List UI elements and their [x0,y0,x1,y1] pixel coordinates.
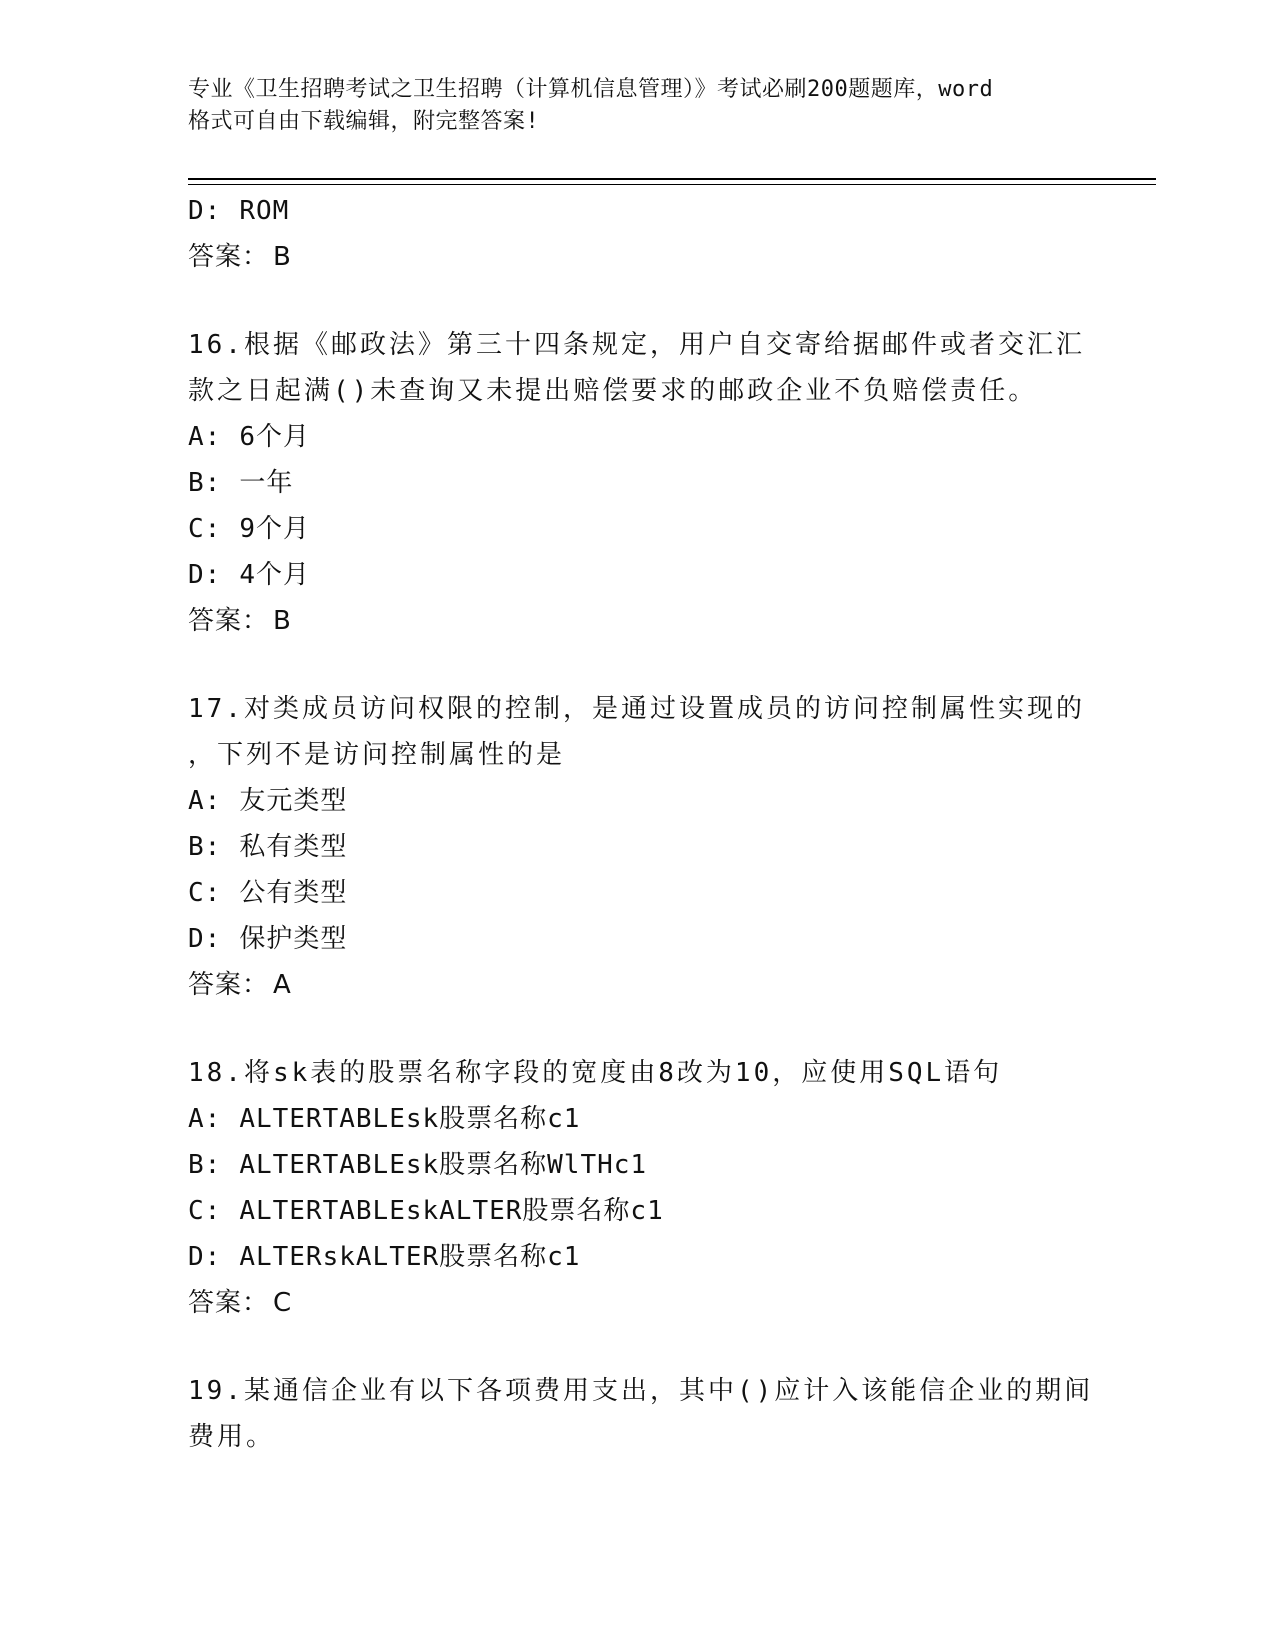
option-text: 公有类型 [239,878,348,908]
question-16-text-line-1: 16.根据《邮政法》第三十四条规定，用户自交寄给据邮件或者交汇汇 [188,330,1085,360]
answer-q15 [188,234,1088,280]
option-key: B: [188,468,222,498]
question-19-text-line-2: 费用。 [188,1422,276,1452]
question-16-option-d [188,552,1088,598]
document-body [188,188,1094,1460]
question-17-text-line-1: 17.对类成员访问权限的控制，是通过设置成员的访问控制属性实现的 [188,694,1085,724]
option-key: D: [188,924,222,954]
option-key: B: [188,1150,222,1180]
question-18-option-a [188,1096,1088,1142]
question-18-option-d [188,1234,1088,1280]
option-text: 6个月 [239,422,310,452]
option-text: ALTERskALTER股票名称c1 [239,1242,581,1272]
spacer [188,644,1088,686]
option-text: ALTERTABLEsk股票名称c1 [239,1104,581,1134]
document-header [188,74,1108,138]
answer-label: 答案： [188,606,270,636]
header-title-line-2: 格式可自由下载编辑，附完整答案! [188,109,540,134]
option-text: 9个月 [239,514,310,544]
answer-value: B [273,242,292,272]
header-divider-thick [188,178,1156,180]
spacer [188,1326,1088,1368]
answer-label: 答案： [188,970,270,1000]
answer-value: B [273,606,292,636]
option-text: ALTERTABLEskALTER股票名称c1 [239,1196,664,1226]
option-text: 保护类型 [239,924,348,954]
option-key: C: [188,1196,222,1226]
question-19-text-line-1: 19.某通信企业有以下各项费用支出，其中()应计入该能信企业的期间 [188,1376,1094,1406]
option-text: 一年 [239,468,294,498]
question-16-option-c [188,506,1088,552]
question-18-answer [188,1280,1088,1326]
question-18-text-line-1: 18.将sk表的股票名称字段的宽度由8改为10，应使用SQL语句 [188,1058,1003,1088]
answer-label: 答案： [188,242,270,272]
question-16-option-b [188,460,1088,506]
option-text: ROM [239,196,290,226]
option-key: A: [188,1104,222,1134]
option-text: 4个月 [239,560,310,590]
option-key: A: [188,422,222,452]
option-text: 友元类型 [239,786,348,816]
option-key: B: [188,832,222,862]
answer-label: 答案： [188,1288,270,1318]
option-key: C: [188,878,222,908]
option-text: 私有类型 [239,832,348,862]
question-17-answer [188,962,1088,1008]
option-key: D: [188,1242,222,1272]
answer-value: A [273,970,292,1000]
spacer [188,1008,1088,1050]
header-title-line-1: 专业《卫生招聘考试之卫生招聘（计算机信息管理）》考试必刷200题题库，word [188,77,994,102]
question-16-option-a [188,414,1088,460]
question-17-option-b [188,824,1088,870]
option-text: ALTERTABLEsk股票名称WlTHc1 [239,1150,648,1180]
question-18-option-b [188,1142,1088,1188]
question-17-option-a [188,778,1088,824]
question-18-option-c [188,1188,1088,1234]
answer-value: C [273,1288,293,1318]
option-key: A: [188,786,222,816]
header-divider-thin [188,184,1156,185]
option-key: D: [188,560,222,590]
question-17-option-c [188,870,1088,916]
option-key: D: [188,196,222,226]
question-16-answer [188,598,1088,644]
option-key: C: [188,514,222,544]
question-17-option-d [188,916,1088,962]
option-d-q15 [188,188,1088,234]
spacer [188,280,1088,322]
question-17-text-line-2: ，下列不是访问控制属性的是 [188,740,566,770]
question-16-text-line-2: 款之日起满()未查询又未提出赔偿要求的邮政企业不负赔偿责任。 [188,376,1038,406]
